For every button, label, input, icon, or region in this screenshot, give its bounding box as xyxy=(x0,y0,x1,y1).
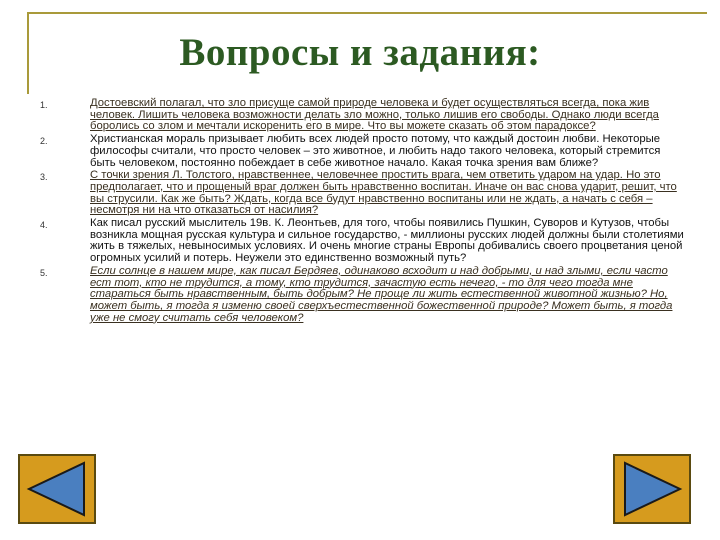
item-number: 2. xyxy=(40,136,48,147)
item-number: 5. xyxy=(40,267,48,278)
item-number: 1. xyxy=(40,100,48,110)
prev-slide-button[interactable] xyxy=(18,454,96,524)
item-number: 3. xyxy=(40,172,48,183)
item-text[interactable]: Если солнце в нашем мире, как писал Бердяев, одинаково всходит и над добрыми, и над злыми, если часто ест тот, кто не трудится, а тому, кто трудится, зачастую есть нечего, - то для чего тогда мне стараться быть нравственным, быть добрым? Не проще ли жить естественной животной жизнью? Но, может быть, я тогда я изменю своей сверхъестественной божественной природе? Может быть, я тогда уже не смогу считать себя человеком? xyxy=(90,264,673,324)
item-text[interactable]: С точки зрения Л. Толстого, нравственнее, человечнее простить врага, чем ответить ударом на удар. Но это предполагает, что и прощеный враг должен быть нравственно воспитан. Иначе он вас снова ударит, решит, что вы струсили. Как же быть? Ждать, когда все будут нравственно воспитаны или не ждать, а начать с себя – несмотря ни на что отказаться от насилия? xyxy=(90,169,677,217)
triangle-right-icon xyxy=(615,456,689,522)
list-item xyxy=(40,98,685,133)
page-title: Вопросы и задания: xyxy=(179,31,541,74)
item-number: 4. xyxy=(40,220,48,231)
list-item xyxy=(40,134,685,169)
next-slide-button[interactable] xyxy=(613,454,691,524)
frame-line-top xyxy=(27,12,707,14)
list-item xyxy=(40,266,685,325)
list-item xyxy=(40,218,685,265)
item-text[interactable]: Достоевский полагал, что зло присуще самой природе человека и будет осуществляться всегда, пока жив человек. Лишить человека возможности делать зло можно, только лишив его свободы. Однако люди всегда боролись со злом и мечтали искоренить его в мире. Что вы можете сказать об этом парадоксе? xyxy=(90,97,659,133)
triangle-left-icon xyxy=(20,456,94,522)
list-item xyxy=(40,170,685,217)
item-text: Как писал русский мыслитель 19в. К. Леонтьев, для того, чтобы появились Пушкин, Суворов и Кутузов, чтобы возникла мощная русская культура и сильное государство, - миллионы русских людей должны были столетиями жить в тяжелых, невыносимых условиях. И очень многие страны Европы добивались своего процветания ценой огромных усилий и потерь. Неужели это единственно возможный путь? xyxy=(90,217,684,265)
questions-list xyxy=(40,98,685,325)
item-text: Христианская мораль призывает любить всех людей просто потому, что каждый достоин любви. Некоторые философы считали, что просто человек – это животное, и любить надо такого человека, который стремится быть человеком, постоянно побеждает в себе животное начало. Какая точка зрения вам ближе? xyxy=(90,133,661,169)
